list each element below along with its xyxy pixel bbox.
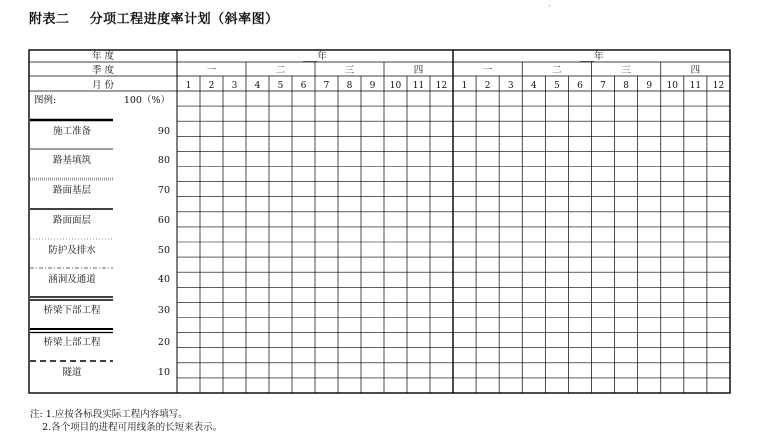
legend-item-label: 桥梁上部工程 xyxy=(43,337,101,348)
legend-item-label: 桥梁下部工程 xyxy=(43,305,101,316)
percent-label: 50 xyxy=(157,245,170,256)
month-label: 3 xyxy=(231,81,238,91)
legend-item-label: 隧道 xyxy=(62,367,82,378)
note-2: 2.各个项目的进程可用线条的长短来表示。 xyxy=(30,422,223,433)
year-label-1: ___年 xyxy=(303,51,327,62)
year-row-label: 年 度 xyxy=(91,51,115,62)
month-label: 5 xyxy=(554,81,560,91)
month-label: 8 xyxy=(346,81,353,91)
month-label: 4 xyxy=(254,81,261,91)
month-label: 12 xyxy=(712,81,725,91)
month-label: 11 xyxy=(412,81,425,91)
notes xyxy=(30,408,222,434)
page-title: 附表二 分项工程进度率计划（斜率图） xyxy=(29,12,279,27)
stray-dot: · xyxy=(548,2,551,11)
month-label: 6 xyxy=(577,81,583,91)
month-label: 10 xyxy=(666,81,679,91)
quarter-label: 一 xyxy=(482,65,493,76)
month-row-label: 月 份 xyxy=(91,80,115,91)
quarter-label: 三 xyxy=(621,65,631,76)
legend-item-label: 涵洞及通道 xyxy=(48,274,96,285)
month-label: 7 xyxy=(323,81,330,91)
note-1: 注: 1.应按各标段实际工程内容填写。 xyxy=(30,409,188,420)
year-label-2: ___年 xyxy=(579,51,604,62)
month-label: 9 xyxy=(369,81,376,91)
month-label: 9 xyxy=(646,81,653,91)
percent-label: 10 xyxy=(157,367,170,378)
month-label: 3 xyxy=(507,81,514,91)
legend-title: 图例: xyxy=(34,95,57,106)
month-label: 10 xyxy=(389,81,402,91)
quarter-label: 四 xyxy=(690,65,701,76)
percent-label: 60 xyxy=(157,215,170,226)
quarter-label: 二 xyxy=(552,65,562,76)
legend-item-label: 路面面层 xyxy=(52,215,92,226)
month-label: 7 xyxy=(600,81,606,91)
quarter-label: 三 xyxy=(344,65,355,76)
quarter-row-label: 季 度 xyxy=(91,65,115,76)
legend-item-label: 路基填筑 xyxy=(52,155,92,166)
legend-item-label: 防护及排水 xyxy=(48,245,96,256)
percent-label: 90 xyxy=(157,126,170,137)
month-label: 4 xyxy=(530,81,537,91)
percent-label: 30 xyxy=(157,305,170,316)
legend-item-label: 施工准备 xyxy=(52,126,92,137)
month-label: 8 xyxy=(623,81,629,91)
percent-label: 80 xyxy=(157,155,170,166)
legend-item-label: 路面基层 xyxy=(52,185,92,196)
month-label: 11 xyxy=(689,81,702,91)
percent-100-label: 100（%） xyxy=(123,95,170,106)
percent-label: 40 xyxy=(157,274,170,285)
month-label: 2 xyxy=(484,81,491,91)
month-label: 5 xyxy=(277,81,284,91)
percent-label: 20 xyxy=(157,337,170,348)
percent-label: 70 xyxy=(157,185,170,196)
quarter-label: 二 xyxy=(275,65,286,76)
month-label: 6 xyxy=(300,81,307,91)
month-label: 1 xyxy=(185,81,192,91)
month-label: 2 xyxy=(208,81,215,91)
month-label: 12 xyxy=(435,81,448,91)
quarter-label: 一 xyxy=(206,65,217,76)
month-label: 1 xyxy=(461,81,468,91)
quarter-label: 四 xyxy=(413,65,424,76)
